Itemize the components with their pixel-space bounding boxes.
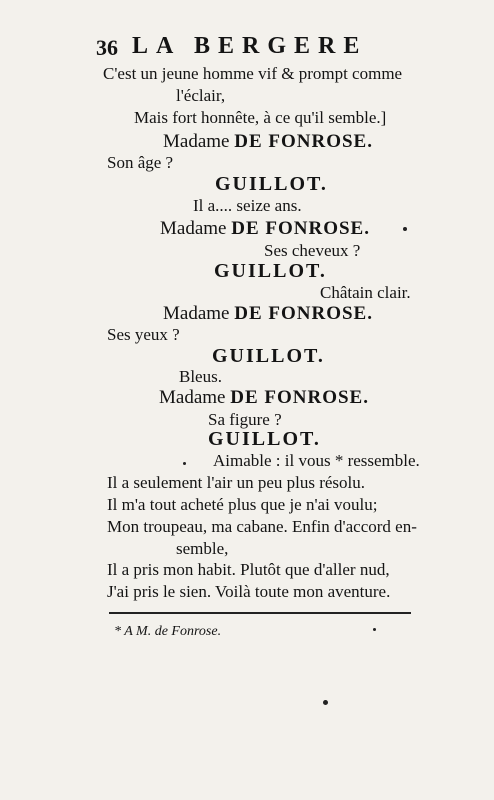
text-line: Sa figure ?	[208, 410, 282, 429]
speaker-name: DE FONROSE.	[234, 303, 373, 324]
page-number: 36	[96, 35, 118, 60]
ink-speck	[373, 628, 376, 631]
speaker-name: DE FONROSE.	[230, 387, 369, 408]
text-line: Ses yeux ?	[107, 325, 180, 344]
text-line: l'éclair,	[176, 86, 226, 105]
text-line: Châtain clair.	[320, 283, 411, 302]
speaker-prefix: Madame	[163, 131, 230, 152]
speaker-prefix: Madame	[159, 387, 226, 408]
speaker-name: DE FONROSE.	[234, 131, 373, 152]
running-title: LA BERGERE	[132, 33, 368, 59]
footnote: * A M. de Fonrose.	[114, 624, 222, 639]
text-line: Bleus.	[179, 367, 222, 386]
footnote-rule	[109, 612, 411, 614]
ink-speck	[403, 227, 407, 231]
ink-speck	[323, 700, 328, 705]
speaker-guillot: GUILLOT.	[212, 345, 325, 367]
speaker-guillot: GUILLOT.	[208, 428, 321, 450]
speaker-madame-de-fonrose	[160, 218, 370, 240]
text-line: J'ai pris le sien. Voilà toute mon aventure.	[107, 582, 391, 601]
speaker-name: DE FONROSE.	[231, 218, 370, 239]
text-line: Il a pris mon habit. Plutôt que d'aller nud,	[107, 560, 390, 579]
text-line: Il a seulement l'air un peu plus résolu.	[107, 473, 365, 492]
speaker-madame-de-fonrose	[163, 131, 373, 153]
text-line: Mon troupeau, ma cabane. Enfin d'accord en-	[107, 517, 417, 536]
text-line: Son âge ?	[107, 153, 174, 172]
text-line: Aimable : il vous * ressemble.	[213, 451, 420, 470]
text-line: Il a.... seize ans.	[193, 196, 302, 215]
speaker-guillot: GUILLOT.	[215, 173, 328, 195]
speaker-prefix: Madame	[163, 303, 230, 324]
speaker-madame-de-fonrose	[159, 387, 369, 409]
text-line: Ses cheveux ?	[264, 241, 361, 260]
text-line: Mais fort honnête, à ce qu'il semble.]	[134, 108, 387, 127]
speaker-madame-de-fonrose	[163, 303, 373, 325]
text-line: C'est un jeune homme vif & prompt comme	[103, 64, 403, 83]
ink-speck	[183, 462, 186, 465]
speaker-guillot: GUILLOT.	[214, 260, 327, 282]
text-line: semble,	[176, 539, 229, 558]
speaker-prefix: Madame	[160, 218, 227, 239]
text-line: Il m'a tout acheté plus que je n'ai voulu;	[107, 495, 378, 514]
